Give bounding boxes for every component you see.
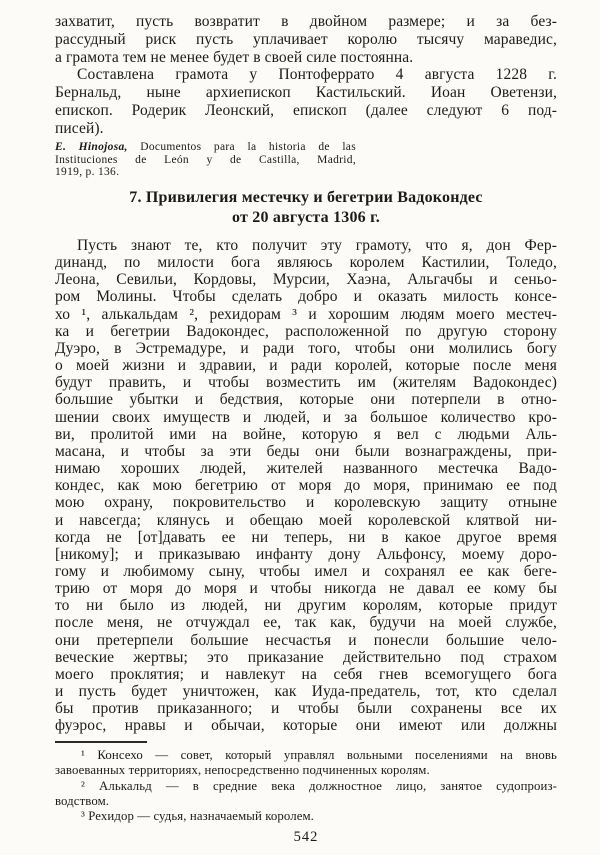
citation-line xyxy=(55,141,356,154)
text-line: Леона, Севильи, Кордовы, Мурсии, Хаэна, Альгачбы и сеньо- xyxy=(55,271,557,289)
text-line: о моей жизни и здравии, и ради королей, которые после меня xyxy=(55,357,557,375)
text-line: шении своих имуществ и людей, и за большое количество кро- xyxy=(55,408,557,426)
text-line: кондес, как мою бегетрию от моря до моря, принимаю ее под xyxy=(55,477,557,495)
text-line: писей). xyxy=(55,119,104,137)
text-line: а грамота тем не менее будет в своей силе постоянна. xyxy=(55,48,414,66)
text-line: ³ Рехидор — судья, назначаемый королем. xyxy=(81,809,314,823)
text-line: Бернальд, ныне архиепископ Кастильский. Иоан Оветензи, xyxy=(55,84,557,102)
text-line: епископ. Родерик Леонский, епископ (далее следуют 6 под- xyxy=(55,101,557,119)
text-line: Составлена грамота у Понтоферрато 4 августа 1228 г. xyxy=(77,66,557,84)
text-line: когда не [от]давать ее ни теперь, ни в какое другое время xyxy=(55,528,557,546)
text-line: и навсегда; клянусь и обещаю моей королевской клятвой ни- xyxy=(55,511,557,529)
text-line: мою охрану, покровительство и королевскую защиту отныне xyxy=(55,494,557,512)
text-line: большие убытки и бедствия, которые они потерпели в отно- xyxy=(55,391,557,409)
text-line: масана, и чтобы за эти беды они были вознаграждены, при- xyxy=(55,442,557,460)
charter-body-paragraph xyxy=(55,237,557,735)
text-line: и пусть будет уничтожен, как Иуда-предатель, тот, кто сделал xyxy=(55,683,557,701)
text-line: [никому]; и приказываю инфанту дону Альфонсу, моему доро- xyxy=(55,545,557,563)
text-line: фуэрос, нравы и обычаи, которые они имеют или должны xyxy=(55,717,557,735)
footnote-consejo xyxy=(55,748,557,778)
text-line: ² Алькальд — в средние века должностное лицо, занятое судопроиз- xyxy=(81,778,557,793)
section-heading xyxy=(55,188,557,227)
text-line: нимаю хороших людей, жителей названного местечка Вадо- xyxy=(55,460,557,478)
text-line: ¹ Консехо — совет, который управлял вольными поселениями на вновь xyxy=(81,748,557,762)
text-line: после меня, не отчуждал ее, так как, будучи на моей службе, xyxy=(55,614,557,632)
text-line: они претерпели большие несчастья и понесли большие чело- xyxy=(55,631,557,649)
text-line: гому и любимому сыну, чтобы имел и сохранял ее как беге- xyxy=(55,562,557,580)
footnote-separator-rule xyxy=(55,741,147,743)
page-number: 542 xyxy=(293,829,319,845)
text-line: трию от моря до моря и чтобы никогда не давал ее кому бы xyxy=(55,580,557,598)
heading-line-2: от 20 августа 1306 г. xyxy=(232,208,380,226)
paragraph-charter-signatures xyxy=(55,66,557,137)
footnote-regidor xyxy=(55,809,557,824)
source-citation xyxy=(55,141,356,179)
text-line: завоеванных территориях, непосредственно подчиненных королям. xyxy=(55,763,430,778)
text-line: динанд, по милости бога являюсь королем Кастилии, Толедо, xyxy=(55,254,557,272)
text-line: водством. xyxy=(55,793,110,808)
footnote-alcalde xyxy=(55,779,557,809)
paragraph-continuation xyxy=(55,13,557,66)
citation-line: 1919, p. 136. xyxy=(55,166,120,179)
text-line: хо ¹, алькальдам ², рехидорам ³ и хорошим людям моего местеч- xyxy=(55,305,557,323)
text-line: захватит, пусть возвратит в двойном размере; и за без- xyxy=(55,13,557,30)
text-line: бы против приказанного; и чтобы были сохранены все их xyxy=(55,700,557,718)
text-line: рассудный риск пусть уплачивает королю тысячу мараведис, xyxy=(55,30,557,48)
text-line: моего проклятия; и навлекут на себя гнев всемогущего бога xyxy=(55,665,557,683)
text-line: Дуэро, в Эстремадуре, и ради того, чтобы они молились богу xyxy=(55,339,557,357)
text-line: ром Молины. Чтобы сделать добро и оказать милость консе- xyxy=(55,288,557,306)
citation-title-part: Documentos para la historia de las xyxy=(127,141,356,153)
text-line: то ни было из людей, ни другим королям, которые придут xyxy=(55,597,557,615)
heading-line-1: 7. Привилегия местечку и бегетрии Вадокондес xyxy=(129,189,483,206)
text-line: веческие жертвы; это приказание действительно под страхом xyxy=(55,648,557,666)
citation-line: Instituciones de León y de Castilla, Madrid, xyxy=(55,153,356,166)
intro-paragraphs xyxy=(55,13,557,138)
text-line: ви, пролитой ими на войне, которую я вел с людьми Аль- xyxy=(55,425,557,443)
text-line: ка и бегетрии Вадокондес, расположенной по другую сторону xyxy=(55,322,557,340)
citation-author: E. Hinojosa, xyxy=(55,141,128,153)
text-line: будут править, и чтобы возместить им (жителям Вадокондес) xyxy=(55,374,557,392)
text-line: Пусть знают те, кто получит эту грамоту, что я, дон Фер- xyxy=(77,237,557,254)
